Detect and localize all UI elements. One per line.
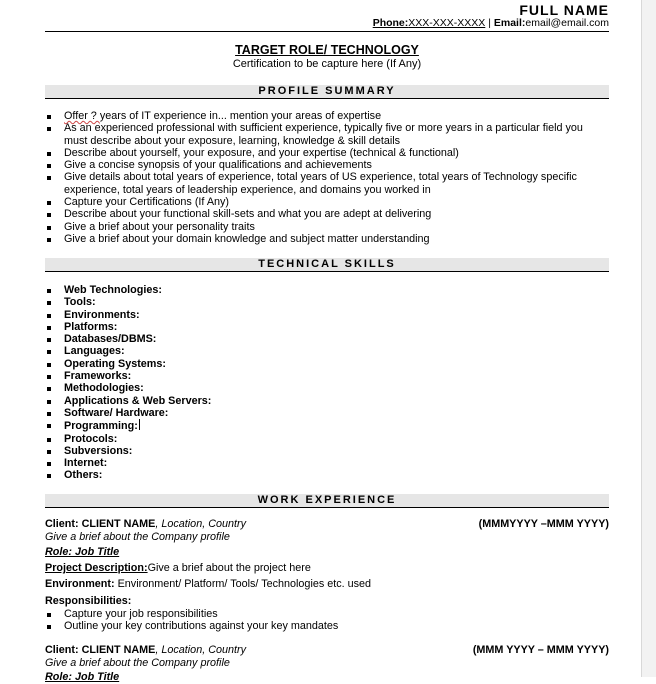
list-item: As an experienced professional with sufficient experience, typically five or more years in a particular field you must describe about your exposure, learning, knowledge & skill details bbox=[45, 122, 609, 147]
skill-item: Environments: bbox=[45, 309, 609, 321]
phone-label: Phone: bbox=[372, 17, 409, 29]
skill-item: Methodologies: bbox=[45, 382, 609, 394]
work-experience-heading: WORK EXPERIENCE bbox=[45, 494, 609, 508]
skill-item: Platforms: bbox=[45, 321, 609, 333]
profile-summary-heading: PROFILE SUMMARY bbox=[45, 85, 609, 99]
list-item: Give a brief about your domain knowledge and subject matter understanding bbox=[45, 233, 609, 245]
job2-client-name: Client: CLIENT NAME bbox=[45, 644, 156, 656]
job1-client-line bbox=[45, 518, 609, 531]
technical-skills-heading: TECHNICAL SKILLS bbox=[45, 258, 609, 272]
job1-role: Role: Job Title bbox=[45, 546, 120, 558]
job1-environment-label: Environment: bbox=[45, 578, 115, 590]
contact-line bbox=[373, 17, 609, 29]
technical-skills-list bbox=[45, 284, 609, 482]
contact-separator: | bbox=[485, 17, 494, 29]
list-item: Capture your Certifications (If Any) bbox=[45, 196, 609, 208]
skill-item: Software/ Hardware: bbox=[45, 407, 609, 419]
header-rule bbox=[45, 31, 609, 32]
skill-item: Web Technologies: bbox=[45, 284, 609, 296]
target-role: TARGET ROLE/ TECHNOLOGY bbox=[235, 43, 419, 57]
job1-project-label: Project Description: bbox=[45, 562, 148, 574]
job2-role: Role: Job Title bbox=[45, 671, 120, 683]
email-label: Email: bbox=[493, 17, 526, 29]
skill-item: Subversions: bbox=[45, 445, 609, 457]
skill-item: Operating Systems: bbox=[45, 358, 609, 370]
email-value: email@email.com bbox=[525, 17, 609, 29]
skill-item: Applications & Web Servers: bbox=[45, 395, 609, 407]
profile-summary-list bbox=[45, 110, 609, 245]
list-item: Capture your job responsibilities bbox=[45, 608, 609, 620]
skill-item: Tools: bbox=[45, 296, 609, 308]
job2-client-location: , Location, Country bbox=[155, 644, 246, 656]
list-item-text: years of IT experience in... mention your areas of expertise bbox=[99, 110, 382, 122]
skill-item: Others: bbox=[45, 469, 609, 481]
list-item: Give a brief about your personality traits bbox=[45, 221, 609, 233]
list-item: Describe about your functional skill-sets and what you are adept at delivering bbox=[45, 208, 609, 220]
job1-client-name: Client: CLIENT NAME bbox=[45, 518, 156, 530]
job2-dates: (MMM YYYY – MMM YYYY) bbox=[472, 644, 609, 656]
job2-company-profile: Give a brief about the Company profile bbox=[45, 657, 230, 669]
list-item: Give details about total years of experience, total years of US experience, total years of Technology specific experience, total years of leadership experience, and domains you worked in bbox=[45, 171, 609, 196]
skill-item bbox=[45, 419, 609, 432]
page-edge bbox=[641, 0, 656, 677]
job1-company-profile: Give a brief about the Company profile bbox=[45, 531, 230, 543]
skill-item: Languages: bbox=[45, 345, 609, 357]
list-item bbox=[45, 110, 609, 122]
job1-responsibilities-label: Responsibilities: bbox=[45, 595, 132, 607]
job1-environment-text: Environment/ Platform/ Tools/ Technologies etc. used bbox=[114, 578, 372, 590]
certification-line: Certification to be capture here (If Any) bbox=[232, 58, 422, 70]
spellcheck-word: Offer ? bbox=[64, 110, 100, 122]
job1-client-location: , Location, Country bbox=[155, 518, 246, 530]
job1-responsibilities-list bbox=[45, 608, 609, 633]
full-name: FULL NAME bbox=[519, 2, 609, 18]
skill-item: Frameworks: bbox=[45, 370, 609, 382]
job2-client-line bbox=[45, 644, 609, 657]
job1-project-text: Give a brief about the project here bbox=[147, 562, 311, 574]
list-item: Describe about yourself, your exposure, and your expertise (technical & functional) bbox=[45, 147, 609, 159]
phone-value: XXX-XXX-XXXX bbox=[408, 17, 486, 29]
list-item: Give a concise synopsis of your qualifications and achievements bbox=[45, 159, 609, 171]
job1-environment-line bbox=[45, 578, 609, 591]
text-cursor bbox=[139, 419, 140, 430]
job1-project-line bbox=[45, 562, 609, 575]
job1-dates: (MMMYYYY –MMM YYYY) bbox=[478, 518, 609, 530]
list-item: Outline your key contributions against your key mandates bbox=[45, 620, 609, 632]
skill-item: Databases/DBMS: bbox=[45, 333, 609, 345]
skill-item: Internet: bbox=[45, 457, 609, 469]
skill-item-text: Programming: bbox=[64, 420, 138, 433]
skill-item: Protocols: bbox=[45, 433, 609, 445]
